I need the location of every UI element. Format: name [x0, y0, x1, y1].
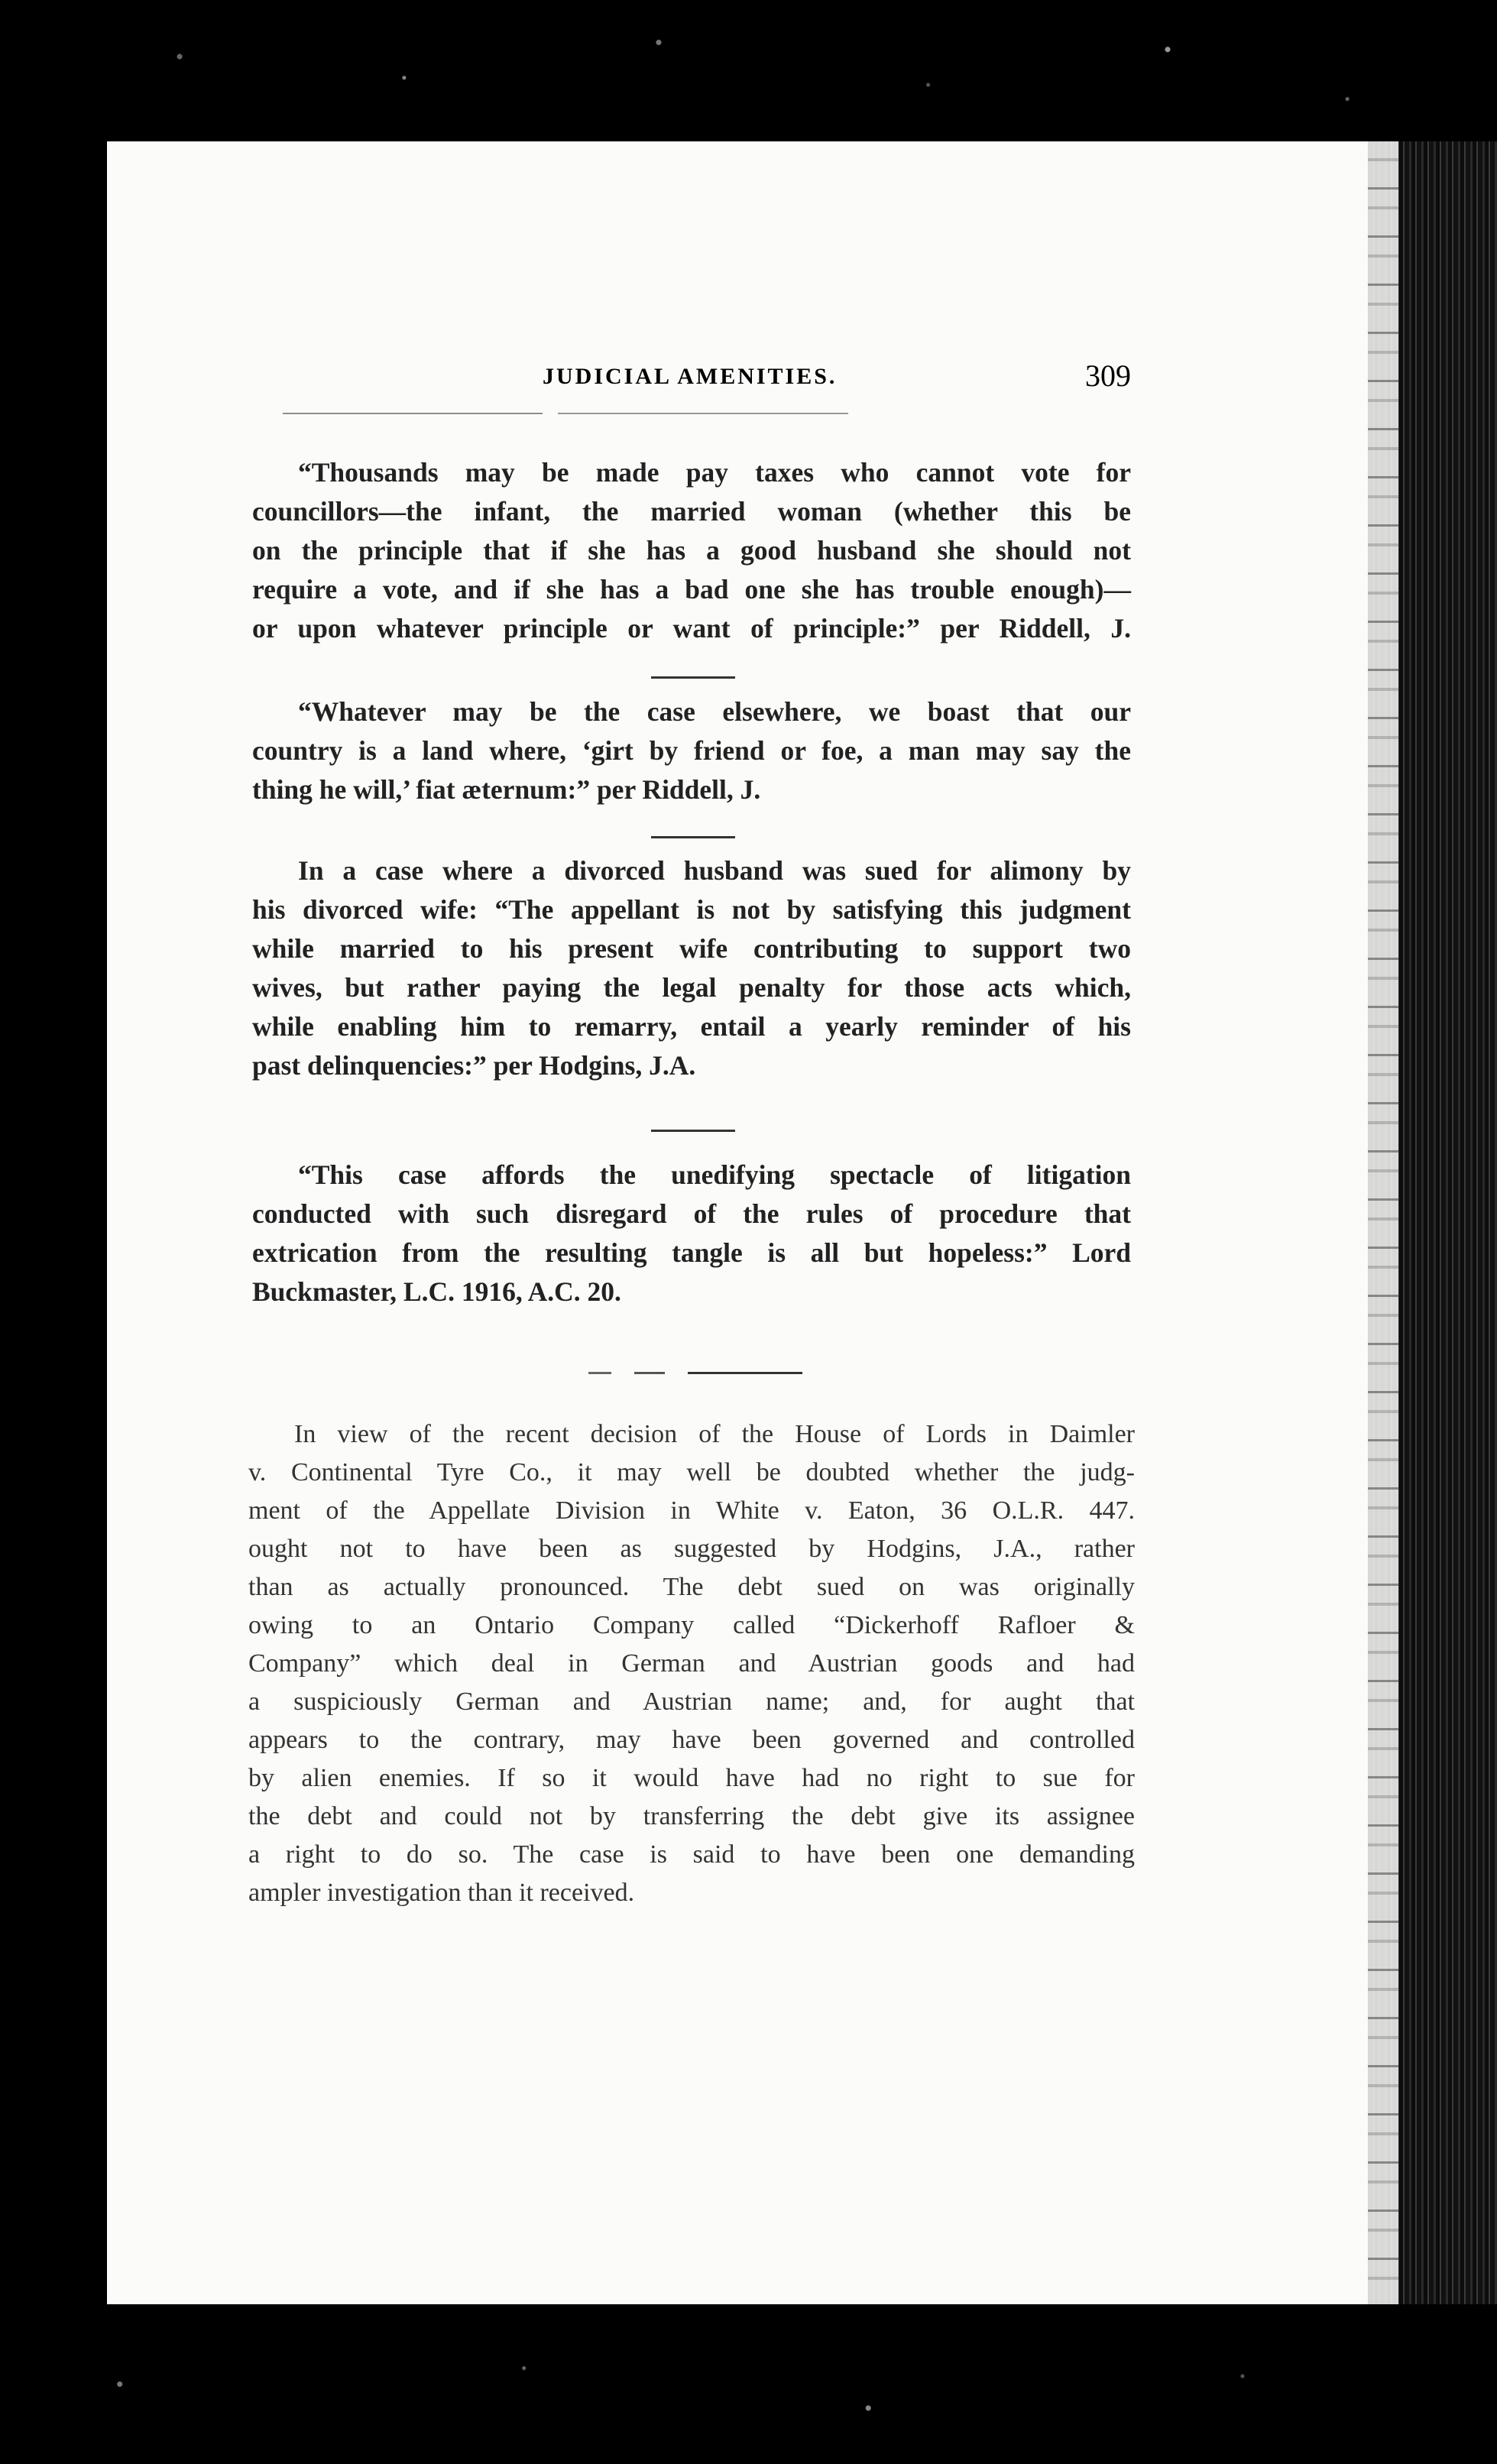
- editorial-note: [248, 1415, 1135, 1912]
- divider-rule: [651, 676, 735, 679]
- text-line: Company” which deal in German and Austrian goods and had: [248, 1649, 1135, 1678]
- text-line: In a case where a divorced husband was sued for alimony by: [298, 855, 1131, 886]
- text-line: country is a land where, ‘girt by friend or foe, a man may say the: [252, 735, 1131, 766]
- text-line: In view of the recent decision of the House of Lords in Daimler: [294, 1420, 1135, 1448]
- quote-paragraph: [252, 692, 1131, 809]
- text-line: v. Continental Tyre Co., it may well be doubted whether the judg-: [248, 1458, 1135, 1487]
- text-line: extrication from the resulting tangle is all but hopeless:” Lord: [252, 1237, 1131, 1268]
- page-number: 309: [1085, 358, 1131, 393]
- text-line: by alien enemies. If so it would have had no right to sue for: [248, 1764, 1135, 1792]
- text-line: owing to an Ontario Company called “Dickerhoff Rafloer &: [248, 1611, 1135, 1639]
- text-line: than as actually pronounced. The debt sued on was originally: [248, 1573, 1135, 1601]
- quote-paragraph: [252, 453, 1131, 648]
- text-line: “Whatever may be the case elsewhere, we boast that our: [298, 696, 1131, 727]
- text-line: ampler investigation than it received.: [248, 1879, 635, 1907]
- text-line: past delinquencies:” per Hodgins, J.A.: [252, 1050, 696, 1081]
- quote-paragraph: [252, 1156, 1131, 1311]
- divider-rule: [651, 836, 735, 838]
- scan-border-top: [0, 0, 1497, 141]
- scan-border-right: [1368, 141, 1497, 2304]
- text-line: “Thousands may be made pay taxes who cannot vote for: [298, 457, 1131, 488]
- text-line: ought not to have been as suggested by Hodgins, J.A., rather: [248, 1535, 1135, 1563]
- header-rule: [252, 413, 1100, 414]
- text-line: conducted with such disregard of the rules of procedure that: [252, 1198, 1131, 1229]
- text-line: while enabling him to remarry, entail a yearly reminder of his: [252, 1011, 1131, 1042]
- running-title: JUDICIAL AMENITIES.: [543, 364, 838, 389]
- scan-border-bottom: [0, 2304, 1497, 2464]
- text-line: “This case affords the unedifying spectacle of litigation: [298, 1159, 1131, 1190]
- text-line: wives, but rather paying the legal penalty for those acts which,: [252, 972, 1131, 1003]
- text-line: appears to the contrary, may have been governed and controlled: [248, 1726, 1135, 1754]
- text-line: on the principle that if she has a good husband she should not: [252, 535, 1131, 566]
- text-line: Buckmaster, L.C. 1916, A.C. 20.: [252, 1276, 621, 1307]
- text-line: ment of the Appellate Division in White v. Eaton, 36 O.L.R. 447.: [248, 1496, 1135, 1525]
- text-line: a suspiciously German and Austrian name; and, for aught that: [248, 1688, 1135, 1716]
- text-line: a right to do so. The case is said to have been one demanding: [248, 1840, 1135, 1869]
- text-line: or upon whatever principle or want of principle:” per Riddell, J.: [252, 613, 1131, 644]
- section-divider: [588, 1372, 802, 1374]
- text-line: require a vote, and if she has a bad one she has trouble enough)—: [252, 574, 1131, 605]
- text-line: his divorced wife: “The appellant is not by satisfying this judgment: [252, 894, 1131, 925]
- divider-rule: [651, 1130, 735, 1132]
- running-head: [252, 358, 1131, 404]
- text-line: the debt and could not by transferring the debt give its assignee: [248, 1802, 1135, 1830]
- text-line: while married to his present wife contributing to support two: [252, 933, 1131, 964]
- quote-paragraph: [252, 851, 1131, 1085]
- text-line: councillors—the infant, the married woman (whether this be: [252, 496, 1131, 527]
- text-line: thing he will,’ fiat æternum:” per Riddell, J.: [252, 774, 761, 805]
